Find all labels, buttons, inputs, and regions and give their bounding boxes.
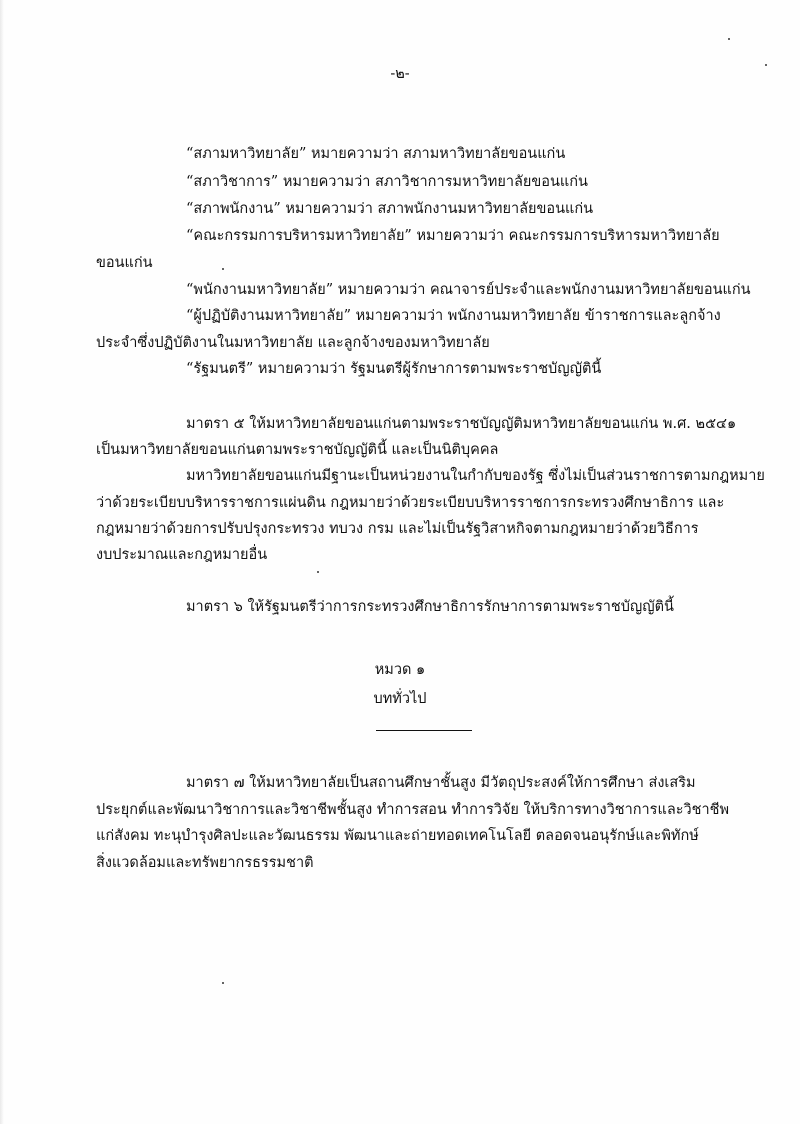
definition-line: ขอนแก่น [96, 255, 153, 271]
chapter-divider [376, 730, 472, 731]
definition-line: “สภาวิชาการ” หมายความว่า สภาวิชาการมหาวิทยาลัยขอนแก่น [186, 174, 588, 190]
section5-line: เป็นมหาวิทยาลัยขอนแก่นตามพระราชบัญญัตินี้ และเป็นนิติบุคคล [96, 442, 499, 458]
section5-line: มหาวิทยาลัยขอนแก่นมีฐานะเป็นหน่วยงานในกำกับของรัฐ ซึ่งไม่เป็นส่วนราชการตามกฎหมาย [186, 468, 765, 484]
scan-speck [765, 64, 767, 66]
section5-line: งบประมาณและกฎหมายอื่น [96, 547, 268, 563]
scan-speck [222, 982, 224, 984]
definition-line: “คณะกรรมการบริหารมหาวิทยาลัย” หมายความว่า คณะกรรมการบริหารมหาวิทยาลัย [186, 228, 720, 244]
page-number: -๒- [390, 66, 410, 82]
section6-line: มาตรา ๖ ให้รัฐมนตรีว่าการกระทรวงศึกษาธิการรักษาการตามพระราชบัญญัตินี้ [186, 599, 674, 615]
scan-edge-shadow [0, 0, 4, 1124]
section5-line: ว่าด้วยระเบียบบริหารราชการแผ่นดิน กฎหมายว่าด้วยระเบียบบริหารราชการกระทรวงศึกษาธิการ และ [96, 495, 725, 511]
scan-speck [222, 268, 224, 270]
section5-line: มาตรา ๕ ให้มหาวิทยาลัยขอนแก่นตามพระราชบัญญัติมหาวิทยาลัยขอนแก่น พ.ศ. ๒๕๔๑ [186, 416, 737, 432]
section7-line: สิ่งแวดล้อมและทรัพยากรธรรมชาติ [96, 855, 314, 871]
definition-line: “พนักงานมหาวิทยาลัย” หมายความว่า คณาจารย์ประจำและพนักงานมหาวิทยาลัยขอนแก่น [186, 282, 751, 298]
section5-line: กฎหมายว่าด้วยการปรับปรุงกระทรวง ทบวง กรม และไม่เป็นรัฐวิสาหกิจตามกฎหมายว่าด้วยวิธีการ [96, 521, 699, 537]
section7-line: มาตรา ๗ ให้มหาวิทยาลัยเป็นสถานศึกษาชั้นสูง มีวัตถุประสงค์ให้การศึกษา ส่งเสริม [186, 775, 696, 791]
scan-speck [728, 38, 730, 40]
chapter-number: หมวด ๑ [374, 662, 426, 678]
definition-line: “สภาพนักงาน” หมายความว่า สภาพนักงานมหาวิทยาลัยขอนแก่น [186, 201, 594, 217]
definition-line: ประจำซึ่งปฏิบัติงานในมหาวิทยาลัย และลูกจ้างของมหาวิทยาลัย [96, 335, 490, 351]
definition-line: “ผู้ปฏิบัติงานมหาวิทยาลัย” หมายความว่า พนักงานมหาวิทยาลัย ข้าราชการและลูกจ้าง [186, 308, 721, 324]
section7-line: แก่สังคม ทะนุบำรุงศิลปะและวัฒนธรรม พัฒนาและถ่ายทอดเทคโนโลยี ตลอดจนอนุรักษ์และพิทักษ์ [96, 828, 699, 844]
scan-speck [317, 571, 319, 573]
definition-line: “สภามหาวิทยาลัย” หมายความว่า สภามหาวิทยาลัยขอนแก่น [186, 146, 566, 162]
section7-line: ประยุกต์และพัฒนาวิชาการและวิชาชีพชั้นสูง ทำการสอน ทำการวิจัย ให้บริการทางวิชาการและวิชาชีพ [96, 802, 730, 818]
definition-line: “รัฐมนตรี” หมายความว่า รัฐมนตรีผู้รักษาการตามพระราชบัญญัตินี้ [186, 361, 602, 377]
chapter-title: บททั่วไป [373, 691, 427, 707]
